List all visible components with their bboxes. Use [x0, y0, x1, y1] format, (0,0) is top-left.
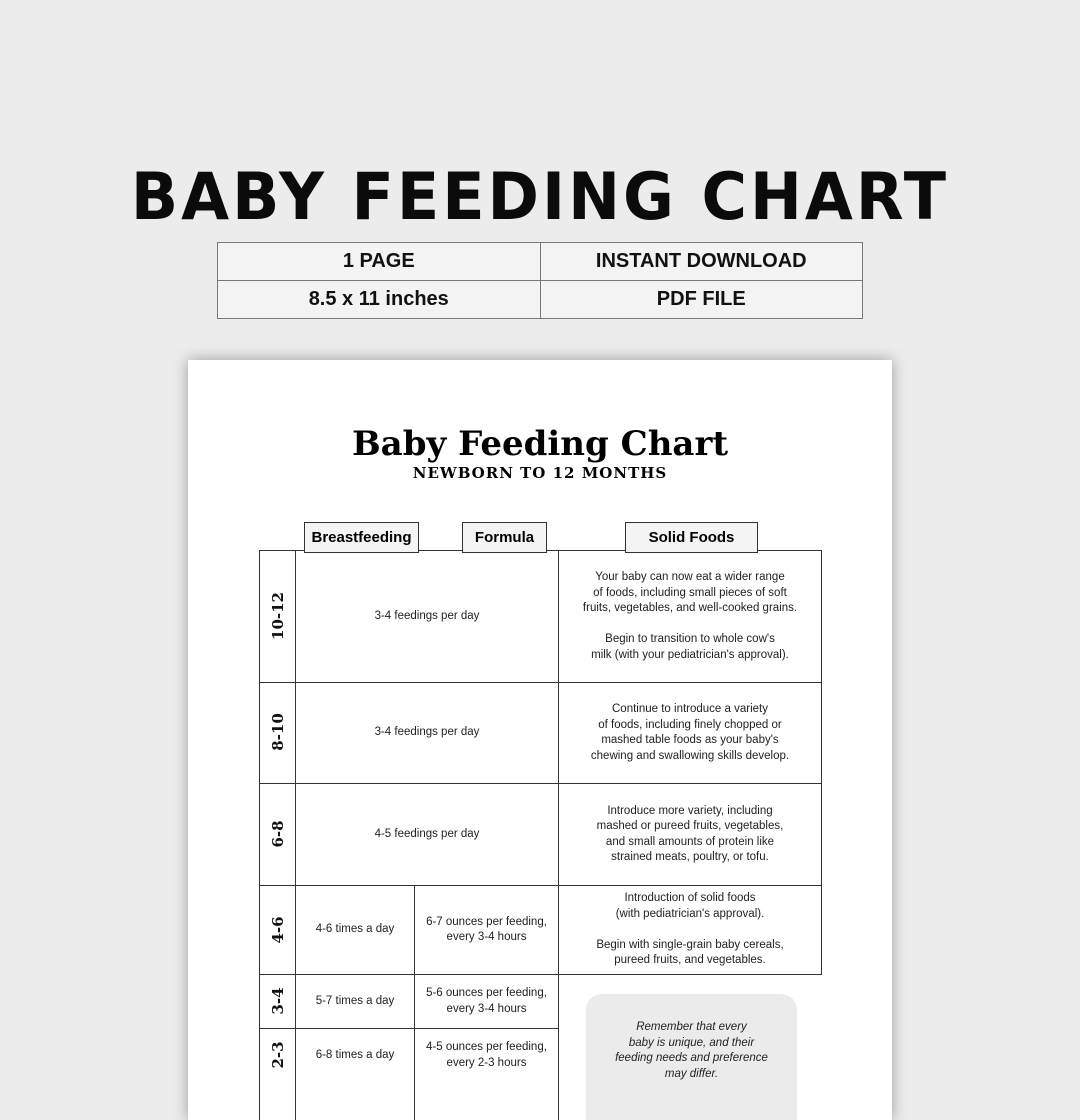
feeding-cell: 4-5 feedings per day [374, 827, 480, 840]
solid-foods-cell: Your baby can now eat a wider range of foods, including small pieces of soft fruits, vegetables, and well-cooked grains. Begin to transition to whole cow's milk (with your pediatrician's approval). [582, 571, 798, 661]
solid-foods-cell: Introduction of solid foods (with pediatrician's approval). Begin with single-grain baby cereals, pureed fruits, and vegetables. [596, 892, 784, 967]
breastfeeding-cell: 5-7 times a day [315, 994, 395, 1007]
info-row [218, 281, 863, 319]
info-download-type: INSTANT DOWNLOAD [540, 243, 863, 281]
info-page-count: 1 PAGE [218, 243, 541, 281]
product-info-table [217, 242, 863, 319]
solid-foods-cell: Introduce more variety, including mashed or pureed fruits, vegetables, and small amounts of protein like strained meats, poultry, or tofu. [596, 804, 784, 863]
formula-cell: 6-7 ounces per feeding, every 3-4 hours [426, 915, 547, 943]
column-header-solid-foods: Solid Foods [625, 522, 758, 553]
formula-cell: 4-5 ounces per feeding, every 2-3 hours [426, 1041, 547, 1069]
feeding-cell: 3-4 feedings per day [374, 726, 480, 739]
feeding-cell: 3-4 feedings per day [374, 609, 480, 622]
breastfeeding-cell: 4-6 times a day [315, 923, 395, 936]
banner-title: BABY FEEDING CHART [130, 158, 950, 235]
column-header-formula: Formula [462, 522, 547, 553]
column-header-breastfeeding: Breastfeeding [304, 522, 419, 553]
info-row [218, 243, 863, 281]
document-preview: Baby Feeding Chart NEWBORN TO 12 MONTHS Breastfeeding Formula Solid Foods 10-12 3-4 feedings per day Your baby can now eat a wider range of foods, including small pieces of soft fruits, vegetables, and well-cooked grains. Begin to transition to whole cow's milk (with your pediatrician's approval). 8-10 3-4 feedings per day Continue to introduce a variety of foods, including finely chopped or mashed table foods as your baby's chewing and swallowing skills develop. 6-8 4-5 feedings per day Introduce more variety, including mashed or pureed fruits, vegetables, and small amounts of protein like strained meats, poultry, or tofu. 4-6 4-6 times a day 6-7 ounces per feeding, every 3-4 hours Introduction of solid foods (with pediatrician's approval). Begin with single-grain baby cereals, pureed fruits, and vegetables. 3-4 5-7 times a day 5-6 ounces per feeding, every 3-4 hours 2-3 6-8 times a day 4-5 ounces per feeding, every 2-3 hours Remember that every baby is unique, and their feeding needs and preference may differ. [188, 360, 892, 1120]
reminder-note-text: Remember that every baby is unique, and their feeding needs and preference may differ. [615, 1021, 768, 1080]
document-title: Baby Feeding Chart [351, 424, 729, 464]
info-paper-size: 8.5 x 11 inches [218, 281, 541, 319]
solid-foods-cell: Continue to introduce a variety of foods, including finely chopped or mashed table foods as your baby's chewing and swallowing skills develop. [590, 703, 790, 762]
formula-cell: 5-6 ounces per feeding, every 3-4 hours [426, 987, 547, 1015]
breastfeeding-cell: 6-8 times a day [315, 1048, 395, 1061]
info-file-format: PDF FILE [540, 281, 863, 319]
reminder-note [586, 994, 797, 1120]
document-subtitle: NEWBORN TO 12 MONTHS [412, 464, 668, 482]
